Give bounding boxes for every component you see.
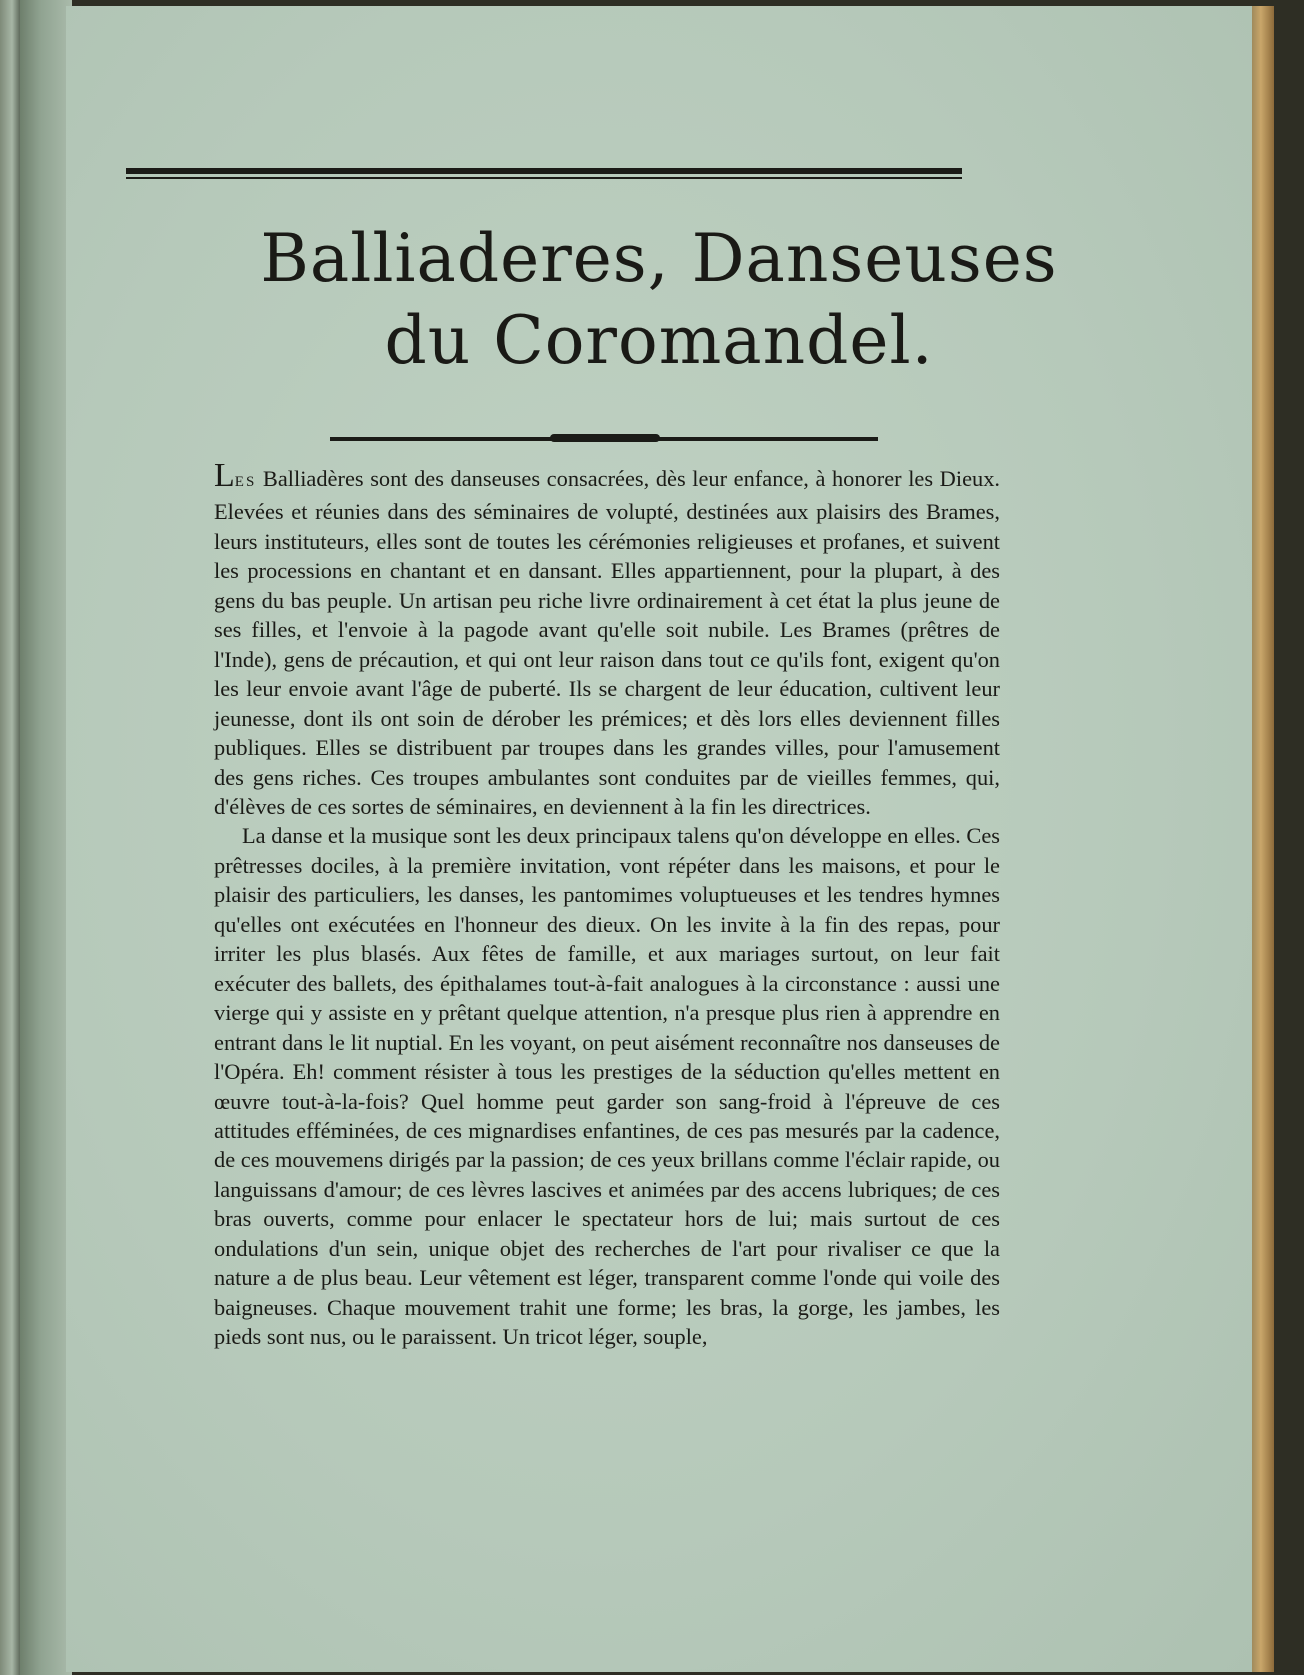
article-body (214, 457, 1000, 1352)
drop-cap: L (214, 457, 235, 494)
book-gutter (20, 0, 72, 1675)
top-rule-thick (126, 168, 962, 174)
paragraph-1-text: Balliadères sont des danseuses consacrées, dès leur enfance, à honorer les Dieux. Elevées et réunies dans des séminaires de volupté, destinées aux plaisirs des Brames, leurs instituteurs, elles sont de toutes les cérémonies religieuses et profanes, et suivent les processions en chantant et en dansant. Elles appartiennent, pour la plupart, à des gens du bas peuple. Un artisan peu riche livre ordinairement à cet état la plus jeune de ses filles, et l'envoie à la pagode avant qu'elle soit nubile. Les Brames (prêtres de l'Inde), gens de précaution, et qui ont leur raison dans tout ce qu'ils font, exigent qu'on les leur envoie avant l'âge de puberté. Ils se chargent de leur éducation, cultivent leur jeunesse, dont ils ont soin de dérober les prémices; et dès lors elles deviennent filles publiques. Elles se distribuent par troupes dans les grandes villes, pour l'amusement des gens riches. Ces troupes ambulantes sont conduites par de vieilles femmes, qui, d'élèves de ces sortes de séminaires, en deviennent à la fin les directrices. (214, 466, 1000, 819)
paragraph-1 (214, 457, 1000, 821)
top-rule-thin (126, 177, 962, 179)
ornamental-rule (330, 437, 878, 441)
top-double-rule (126, 168, 962, 178)
previous-page-edge (0, 0, 20, 1675)
paragraph-2: La danse et la musique sont les deux principaux talens qu'on développe en elles. Ces prêtresses dociles, à la première invitation, vont répéter dans les maisons, et pour le plaisir des particuliers, les danses, les pantomimes voluptueuses et les tendres hymnes qu'elles ont exécutées en l'honneur des dieux. On les invite à la fin des repas, pour irriter les plus blasés. Aux fêtes de famille, et aux mariages surtout, on leur fait exécuter des ballets, des épithalames tout-à-fait analogues à la circonstance : aussi une vierge qui y assiste en y prêtant quelque attention, n'a presque plus rien à apprendre en entrant dans le lit nuptial. En les voyant, on peut aisément reconnaître nos danseuses de l'Opéra. Eh! comment résister à tous les prestiges de la séduction qu'elles mettent en œuvre tout-à-la-fois? Quel homme peut garder son sang-froid à l'épreuve de ces attitudes efféminées, de ces mignardises enfantines, de ces pas mesurés par la cadence, de ces mouvemens dirigés par la passion; de ces yeux brillans comme l'éclair rapide, ou languissans d'amour; de ces lèvres lascives et animées par des accens lubriques; de ces bras ouverts, comme pour enlacer le spectateur hors de lui; mais surtout de ces ondulations d'un sein, unique objet des recherches de l'art pour rivaliser ce que la nature a de plus beau. Leur vêtement est léger, transparent comme l'onde qui voile des baigneuses. Chaque mouvement trahit une forme; les bras, la gorge, les jambes, les pieds sont nus, ou le paraissent. Un tricot léger, souple, (214, 823, 1000, 1350)
opening-small-caps: ES (234, 474, 257, 490)
page-block-edge (1252, 6, 1274, 1672)
title-line-1: Balliaderes, Danseuses (260, 220, 1058, 297)
title-line-2: du Coromandel. (384, 302, 934, 379)
page-title (66, 218, 1252, 382)
